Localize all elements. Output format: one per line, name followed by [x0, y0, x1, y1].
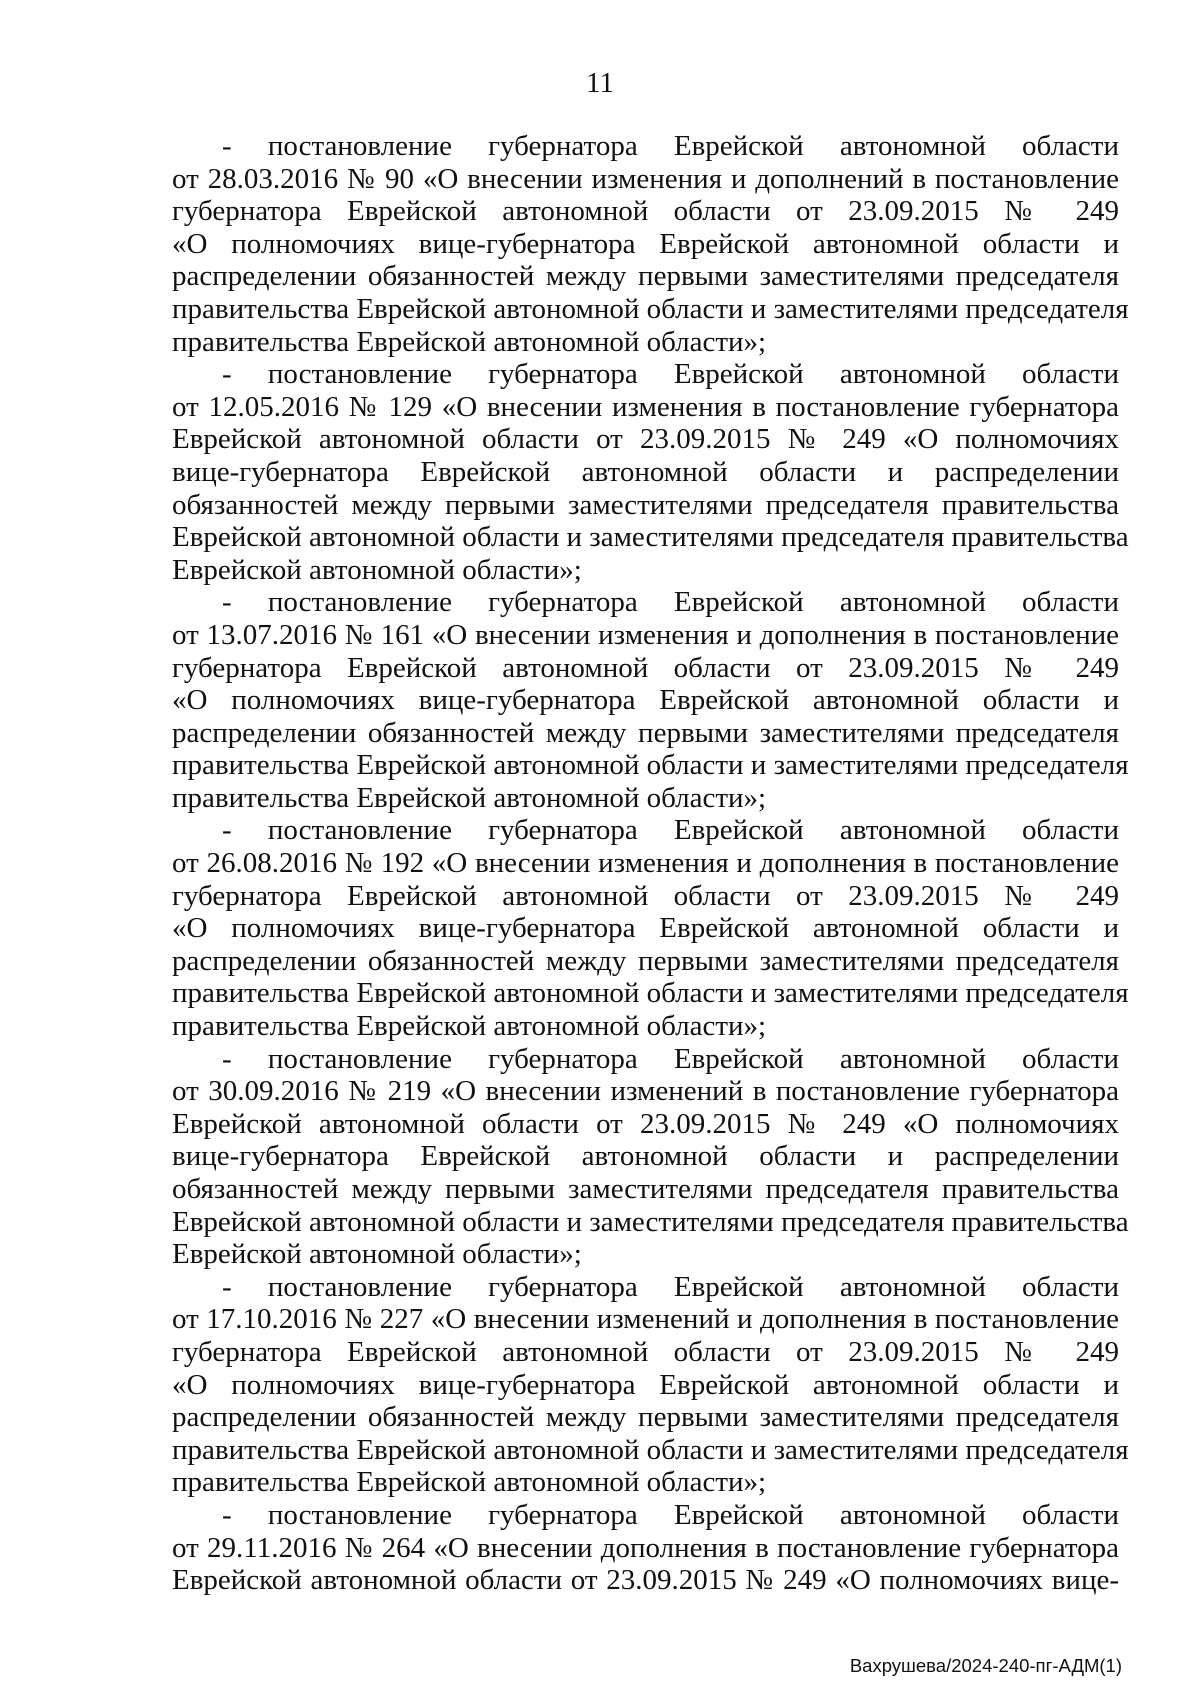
- text-line: от 17.10.2016 № 227 «О внесении изменений и дополнения в постановление: [172, 1303, 1119, 1336]
- text-line: губернатора Еврейской автономной области от 23.09.2015 № 249: [172, 651, 1119, 684]
- text-line: губернатора Еврейской автономной области от 23.09.2015 № 249: [172, 879, 1119, 912]
- text-line: обязанностей между первыми заместителями председателя правительства: [172, 488, 1119, 521]
- document-body: [172, 130, 1129, 1597]
- text-line: распределении обязанностей между первыми заместителями председателя: [172, 1401, 1119, 1434]
- text-line: - постановление губернатора Еврейской автономной области: [222, 358, 1119, 391]
- text-line: от 28.03.2016 № 90 «О внесении изменения и дополнений в постановление: [172, 162, 1119, 195]
- text-line: Еврейской автономной области и заместителями председателя правительства: [172, 521, 1129, 554]
- list-item-paragraph: [172, 1270, 1129, 1499]
- list-item-paragraph: [172, 358, 1129, 586]
- list-item-paragraph: [172, 1042, 1129, 1271]
- text-line: - постановление губернатора Еврейской автономной области: [222, 586, 1119, 619]
- text-line: Еврейской автономной области»;: [172, 1238, 582, 1271]
- text-line: губернатора Еврейской автономной области от 23.09.2015 № 249: [172, 195, 1119, 228]
- text-line: правительства Еврейской автономной области»;: [172, 1010, 767, 1043]
- text-line: от 12.05.2016 № 129 «О внесении изменения в постановление губернатора: [172, 390, 1119, 423]
- text-line: - постановление губернатора Еврейской автономной области: [222, 1042, 1119, 1075]
- text-line: от 13.07.2016 № 161 «О внесении изменения и дополнения в постановление: [172, 618, 1119, 651]
- text-line: правительства Еврейской автономной области»;: [172, 325, 767, 358]
- footer-document-id: Вахрушева/2024-240-пг-АДМ(1): [849, 1655, 1122, 1676]
- text-line: губернатора Еврейской автономной области от 23.09.2015 № 249: [172, 1335, 1119, 1368]
- text-line: распределении обязанностей между первыми заместителями председателя: [172, 260, 1119, 293]
- text-line: правительства Еврейской автономной области и заместителями председателя: [172, 749, 1129, 782]
- text-line: Еврейской автономной области и заместителями председателя правительства: [172, 1205, 1129, 1238]
- list-item-paragraph: [172, 1499, 1119, 1597]
- text-line: Еврейской автономной области от 23.09.2015 № 249 «О полномочиях: [172, 423, 1119, 456]
- text-line: «О полномочиях вице-губернатора Еврейской автономной области и: [172, 1368, 1119, 1401]
- text-line: распределении обязанностей между первыми заместителями председателя: [172, 944, 1119, 977]
- page-number: 11: [586, 67, 614, 99]
- text-line: - постановление губернатора Еврейской автономной области: [222, 814, 1119, 847]
- text-line: правительства Еврейской автономной области»;: [172, 1466, 767, 1499]
- text-line: обязанностей между первыми заместителями председателя правительства: [172, 1173, 1119, 1205]
- list-item-paragraph: [172, 814, 1129, 1043]
- text-line: - постановление губернатора Еврейской автономной области: [222, 1270, 1119, 1303]
- text-line: правительства Еврейской автономной области и заместителями председателя: [172, 1433, 1129, 1466]
- text-line: - постановление губернатора Еврейской автономной области: [222, 130, 1119, 162]
- text-line: правительства Еврейской автономной области»;: [172, 781, 767, 814]
- text-line: правительства Еврейской автономной области и заместителями председателя: [172, 292, 1129, 325]
- text-line: вице-губернатора Еврейской автономной области и распределении: [172, 455, 1119, 488]
- text-line: Еврейской автономной области от 23.09.2015 № 249 «О полномочиях вице-: [172, 1564, 1119, 1597]
- text-line: «О полномочиях вице-губернатора Еврейской автономной области и: [172, 912, 1119, 945]
- text-line: вице-губернатора Еврейской автономной области и распределении: [172, 1140, 1119, 1173]
- text-line: от 26.08.2016 № 192 «О внесении изменения и дополнения в постановление: [172, 847, 1119, 880]
- text-line: - постановление губернатора Еврейской автономной области: [222, 1498, 1119, 1531]
- text-line: «О полномочиях вице-губернатора Еврейской автономной области и: [172, 684, 1119, 717]
- text-line: «О полномочиях вице-губернатора Еврейской автономной области и: [172, 227, 1119, 260]
- text-line: от 29.11.2016 № 264 «О внесении дополнения в постановление губернатора: [172, 1531, 1119, 1564]
- text-line: распределении обязанностей между первыми заместителями председателя: [172, 716, 1119, 749]
- text-line: Еврейской автономной области»;: [172, 553, 582, 586]
- list-item-paragraph: [172, 586, 1129, 814]
- text-line: от 30.09.2016 № 219 «О внесении изменений в постановление губернатора: [172, 1075, 1119, 1108]
- list-item-paragraph: [172, 130, 1129, 358]
- text-line: Еврейской автономной области от 23.09.2015 № 249 «О полномочиях: [172, 1107, 1119, 1140]
- text-line: правительства Еврейской автономной области и заместителями председателя: [172, 977, 1129, 1010]
